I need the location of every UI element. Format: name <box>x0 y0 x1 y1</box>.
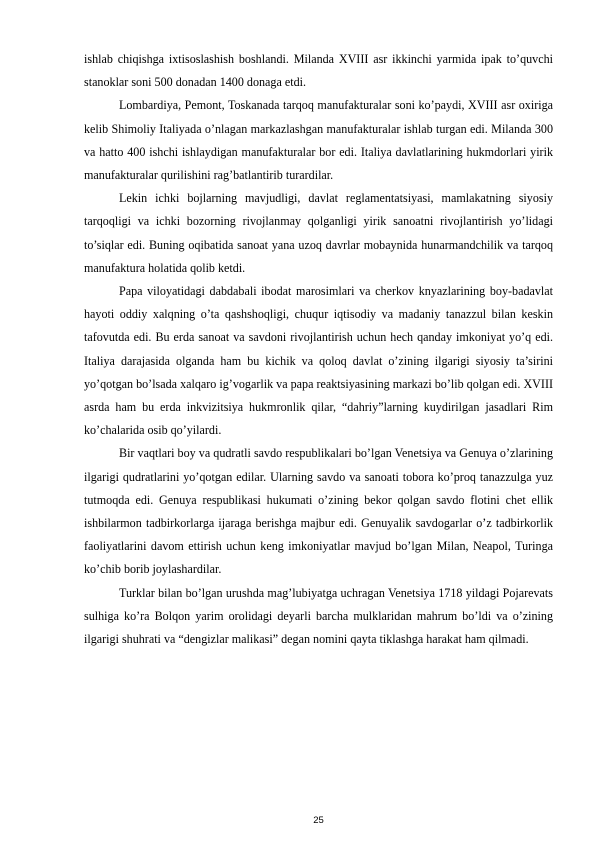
paragraph-5: Bir vaqtlari boy va qudratli savdo respublikalari bo’lgan Venetsiya va Genuya o’zlarining ilgarigi qudratlarini yo’qotgan edilar. Ularning savdo va sanoati tobora ko’proq tanazzulga yuz tutmoqda edi. Genuya respublikasi hukumati o’zining bekor qolgan savdo flotini chet ellik ishbilarmon tadbirkorlarga ijaraga berishga majbur edi. Genuyalik savdogarlar o’z tadbirkorlik faoliyatlarini davom ettirish uchun keng imkoniyatlar mavjud bo’lgan Milan, Neapol, Turinga ko’chib borib joylashardilar. <box>84 446 553 577</box>
page-number: 25 <box>313 815 324 826</box>
paragraph-3: Lekin ichki bojlarning mavjudligi, davlat reglamentatsiyasi, mamlakatning siyosiy tarqoqligi va ichki bozorning rivojlanmay qolganligi yirik sanoatni rivojlantirish yo’lidagi to’siqlar edi. Buning oqibatida sanoat yana uzoq davrlar mobaynida hunarmandchilik va tarqoq manufaktura holatida qolib ketdi. <box>84 191 553 275</box>
paragraph-6: Turklar bilan bo’lgan urushda mag’lubiyatga uchragan Venetsiya 1718 yildagi Pojarevats sulhiga ko’ra Bolqon yarim orolidagi deyarli barcha mulklaridan mahrum bo’ldi va o’zining ilgarigi shuhrati va “dengizlar malikasi” degan nomini qayta tiklashga harakat ham qilmadi. <box>84 585 553 647</box>
document-page <box>84 48 553 651</box>
paragraph-2: Lombardiya, Pemont, Toskanada tarqoq manufakturalar soni ko’paydi, XVIII asr oxiriga kelib Shimoliy Italiyada o’nlagan markazlashgan manufakturalar ishlab turgan edi. Milanda 300 va hatto 400 ishchi ishlaydigan manufakturalar bor edi. Italiya davlatlarining hukmdorlari yirik manufakturalar qurilishini rag’batlantirib turardilar. <box>84 98 553 183</box>
paragraph-4: Papa viloyatidagi dabdabali ibodat marosimlari va cherkov knyazlarining boy-badavlat hayoti oddiy xalqning o’ta qashshoqligi, chuqur iqtisodiy va madaniy tanazzul bilan keskin tafovutda edi. Bu erda sanoat va savdoni rivojlantirish uchun hech qanday imkoniyat yo’q edi. Italiya darajasida olganda ham bu kichik va qoloq davlat o’zining ilgarigi siyosiy ta’sirini yo’qotgan bo’lsada xalqaro ig’vogarlik va papa reaktsiyasining markazi bo’lib qolgan edi. XVIII asrda ham bu erda inkvizitsiya hukmronlik qilar, “dahriy”larning kuydirilgan jasadlari Rim ko’chalarida osib qo’yilardi. <box>84 284 553 438</box>
paragraph-1: ishlab chiqishga ixtisoslashish boshlandi. Milanda XVIII asr ikkinchi yarmida ipak to’quvchi stanoklar soni 500 donadan 1400 donaga etdi. <box>84 52 553 90</box>
